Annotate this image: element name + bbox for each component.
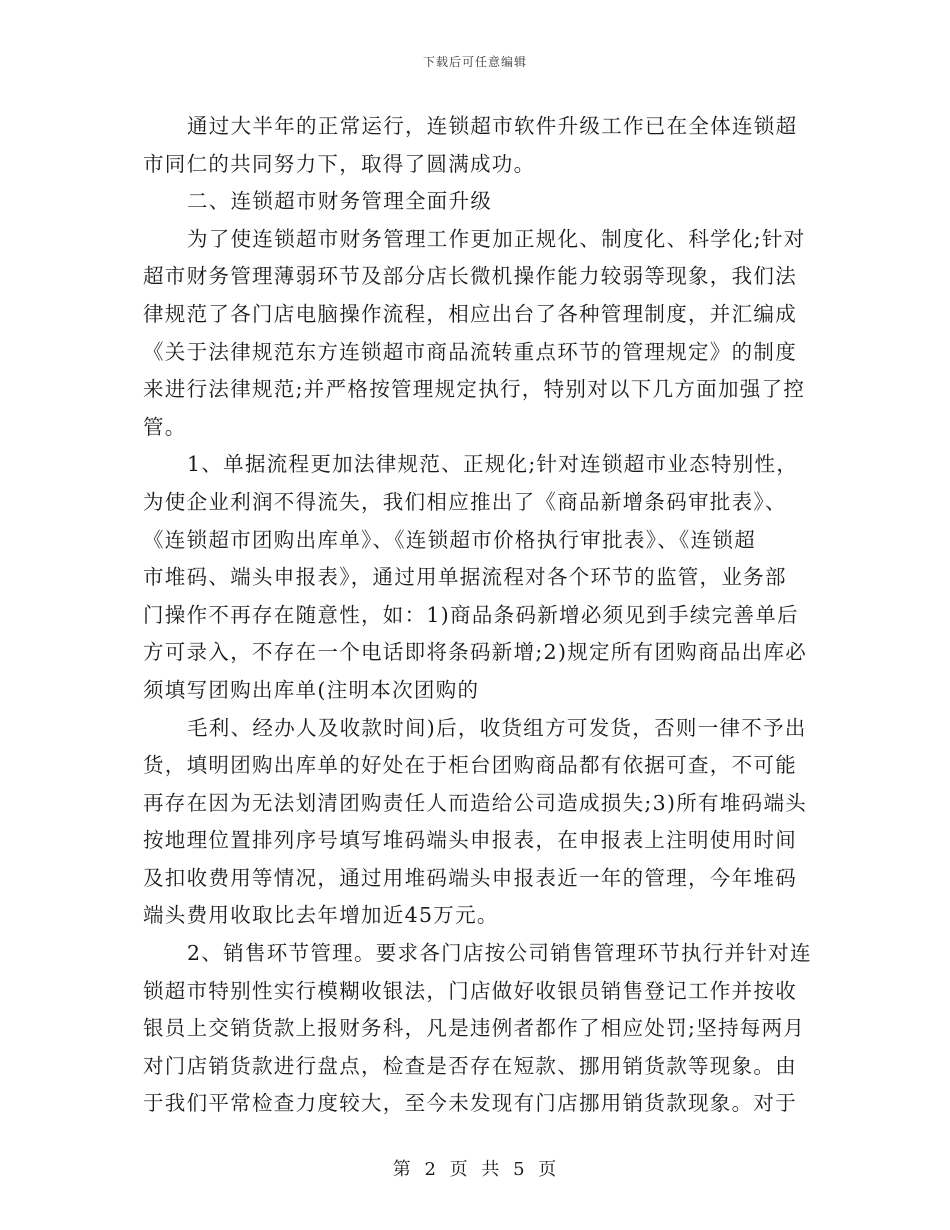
text-line: 端头费用收取比去年增加近45万元。 [143, 903, 499, 928]
text-line: 锁超市特别性实行模糊收银法，门店做好收银员销售登记工作并按收 [143, 978, 797, 1003]
text-line: 货，填明团购出库单的好处在于柜台团购商品都有依据可查，不可能 [143, 753, 797, 778]
text-line: 超市财务管理薄弱环节及部分店长微机操作能力较弱等现象，我们法 [143, 264, 797, 289]
text-line: 门操作不再存在随意性，如：1)商品条码新增必须见到手续完善单后 [143, 602, 799, 627]
text-line: 2、销售环节管理。要求各门店按公司销售管理环节执行并针对连 [187, 941, 812, 966]
text-line: 《关于法律规范东方连锁超市商品流转重点环节的管理规定》的制度 [143, 339, 797, 364]
text-line: 方可录入，不存在一个电话即将条码新增;2)规定所有团购商品出库必 [143, 640, 808, 665]
text-line: 须填写团购出库单(注明本次团购的 [143, 677, 480, 702]
page-number-footer: 第 2 页 共 5 页 [392, 1159, 558, 1180]
text-line: 再存在因为无法划清团购责任人而造给公司造成损失;3)所有堆码端头 [143, 790, 808, 815]
text-line: 市同仁的共同努力下，取得了圆满成功。 [143, 151, 536, 176]
text-line: 来进行法律规范;并严格按管理规定执行，特别对以下几方面加强了控 [143, 377, 806, 402]
page-header: 下载后可任意编辑 [422, 55, 527, 69]
text-line: 市堆码、端头申报表》，通过用单据流程对各个环节的监管，业务部 [143, 565, 787, 590]
section-heading: 二、连锁超市财务管理全面升级 [187, 189, 493, 214]
text-line: 管。 [143, 414, 187, 439]
text-line: 为使企业利润不得流失，我们相应推出了《商品新增条码审批表》、 [143, 489, 787, 514]
text-line: 对门店销货款进行盘点，检查是否存在短款、挪用销货款等现象。由 [143, 1053, 797, 1078]
text-line: 按地理位置排列序号填写堆码端头申报表，在申报表上注明使用时间 [143, 828, 797, 853]
text-line: 于我们平常检查力度较大，至今未发现有门店挪用销货款现象。对于 [143, 1091, 797, 1116]
text-line: 银员上交销货款上报财务科，凡是违例者都作了相应处罚;坚持每两月 [143, 1016, 806, 1041]
text-line: 及扣收费用等情况，通过用堆码端头申报表近一年的管理，今年堆码 [143, 865, 797, 890]
text-line: 为了使连锁超市财务管理工作更加正规化、制度化、科学化;针对 [187, 226, 806, 251]
text-line: 通过大半年的正常运行，连锁超市软件升级工作已在全体连锁超 [187, 114, 798, 138]
text-line: 毛利、经办人及收款时间)后，收货组方可发货，否则一律不予出 [187, 715, 807, 740]
text-line: 1、单据流程更加法律规范、正规化;针对连锁超市业态特别性， [187, 452, 799, 477]
text-line: 《连锁超市团购出库单》、《连锁超市价格执行审批表》、《连锁超 [143, 527, 756, 552]
document-body [143, 108, 812, 1123]
text-line: 律规范了各门店电脑操作流程，相应出台了各种管理制度，并汇编成 [143, 301, 797, 326]
